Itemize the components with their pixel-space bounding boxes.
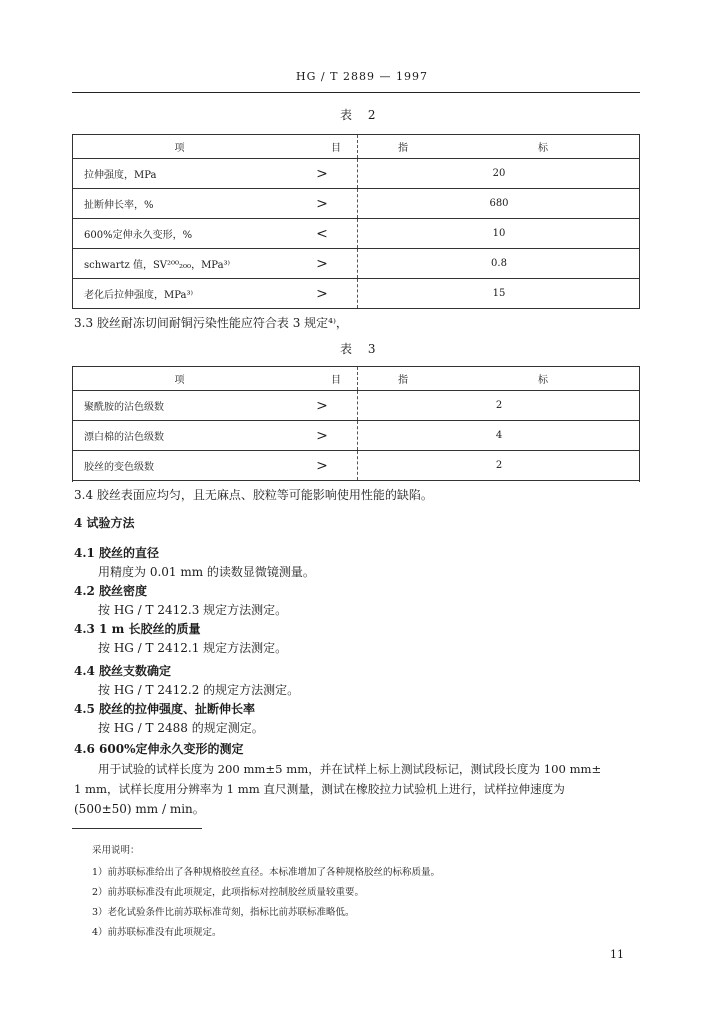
table-cell-value: 2 <box>358 391 641 421</box>
table-cell-op: > <box>287 189 358 219</box>
table-cell-item: 600%定伸永久变形，% <box>72 219 287 249</box>
header-cell-text: 指 <box>398 143 408 154</box>
note-item: 3）老化试验条件比前苏联标准苛刻，指标比前苏联标准略低。 <box>92 907 355 918</box>
clause-heading: 4.1 胶丝的直径 <box>74 546 160 560</box>
clause-4-6-line2: 1 mm，试样长度用分辨率为 1 mm 直尺测量，测试在橡胶拉力试验机上进行，试样拉伸速度为 <box>74 782 565 796</box>
table3 <box>72 366 640 481</box>
header-cell <box>358 135 641 159</box>
note-item: 2）前苏联标准没有此项规定，此项指标对控制胶丝质量较重要。 <box>92 887 365 898</box>
header-cell-text: 指 <box>398 375 408 386</box>
table-cell-op: > <box>287 249 358 279</box>
table3-caption: 表 3 <box>340 342 382 356</box>
table-cell-value: 0.8 <box>358 249 641 279</box>
table-cell-value: 680 <box>358 189 641 219</box>
clause-heading: 4.2 胶丝密度 <box>74 584 148 598</box>
clause-body: 按 HG / T 2488 的规定测定。 <box>98 721 264 735</box>
header-cell: 项 <box>72 367 287 391</box>
table-cell-item: schwartz 值，SV²⁰⁰₂₀₀，MPa³⁾ <box>72 249 287 279</box>
table-cell-value: 2 <box>358 451 641 481</box>
notes-title: 采用说明： <box>92 845 140 856</box>
header-rule <box>72 92 640 93</box>
table2-caption: 表 2 <box>340 108 382 122</box>
table-cell-op: > <box>287 451 358 481</box>
table-header-row <box>72 367 640 391</box>
table-cell-value: 20 <box>358 159 641 189</box>
table-cell-value: 10 <box>358 219 641 249</box>
clause-body: 按 HG / T 2412.2 的规定方法测定。 <box>98 683 300 697</box>
clause-body: 按 HG / T 2412.1 规定方法测定。 <box>98 641 288 655</box>
table-row <box>72 189 640 219</box>
clause-body: 按 HG / T 2412.3 规定方法测定。 <box>98 603 288 617</box>
header-cell: 目 <box>287 367 358 391</box>
clause-4-6-line3: (500±50) mm / min。 <box>74 802 205 816</box>
header-cell-text: 标 <box>538 143 548 154</box>
page-number: 11 <box>610 948 624 961</box>
table-cell-item: 漂白棉的沾色级数 <box>72 421 287 451</box>
header-cell <box>358 367 641 391</box>
table-cell-op: > <box>287 159 358 189</box>
paragraph-3-4: 3.4 胶丝表面应均匀，且无麻点、胶粒等可能影响使用性能的缺陷。 <box>74 488 433 502</box>
header-cell-text: 标 <box>538 375 548 386</box>
table-row <box>72 279 640 309</box>
table-row <box>72 159 640 189</box>
clause-heading: 4.5 胶丝的拉伸强度、扯断伸长率 <box>74 702 256 716</box>
header-cell: 项 <box>72 135 287 159</box>
table-header-row <box>72 135 640 159</box>
table-cell-op: < <box>287 219 358 249</box>
clause-heading: 4.4 胶丝支数确定 <box>74 664 172 678</box>
table-row <box>72 391 640 421</box>
section-4-title: 4 试验方法 <box>74 516 135 530</box>
table2 <box>72 134 640 309</box>
note-item: 1）前苏联标准给出了各种规格胶丝直径。本标准增加了各种规格胶丝的标称质量。 <box>92 867 441 878</box>
table-row <box>72 421 640 451</box>
table-cell-item: 聚酰胺的沾色级数 <box>72 391 287 421</box>
table-cell-op: > <box>287 421 358 451</box>
table-cell-item: 胶丝的变色级数 <box>72 451 287 481</box>
table-cell-op: > <box>287 391 358 421</box>
clause-heading: 4.6 600%定伸永久变形的测定 <box>74 742 244 756</box>
table-cell-op: > <box>287 279 358 309</box>
header-cell: 目 <box>287 135 358 159</box>
clause-4-6-line1: 用于试验的试样长度为 200 mm±5 mm，并在试样上标上测试段标记，测试段长度为 100 mm± <box>98 762 602 776</box>
table-cell-value: 15 <box>358 279 641 309</box>
table-row <box>72 249 640 279</box>
clause-body: 用精度为 0.01 mm 的读数显微镜测量。 <box>98 565 315 579</box>
footnote-rule <box>72 828 202 829</box>
table-cell-value: 4 <box>358 421 641 451</box>
table-cell-item: 扯断伸长率，% <box>72 189 287 219</box>
table-row <box>72 451 640 481</box>
table-cell-item: 老化后拉伸强度，MPa³⁾ <box>72 279 287 309</box>
table-cell-item: 拉伸强度，MPa <box>72 159 287 189</box>
paragraph-3-3: 3.3 胶丝耐冻切间耐铜污染性能应符合表 3 规定⁴⁾， <box>74 316 348 330</box>
clause-heading: 4.3 1 m 长胶丝的质量 <box>74 622 201 636</box>
standard-header: HG / T 2889 — 1997 <box>296 70 428 83</box>
table-row <box>72 219 640 249</box>
note-item: 4）前苏联标准没有此项规定。 <box>92 927 222 938</box>
